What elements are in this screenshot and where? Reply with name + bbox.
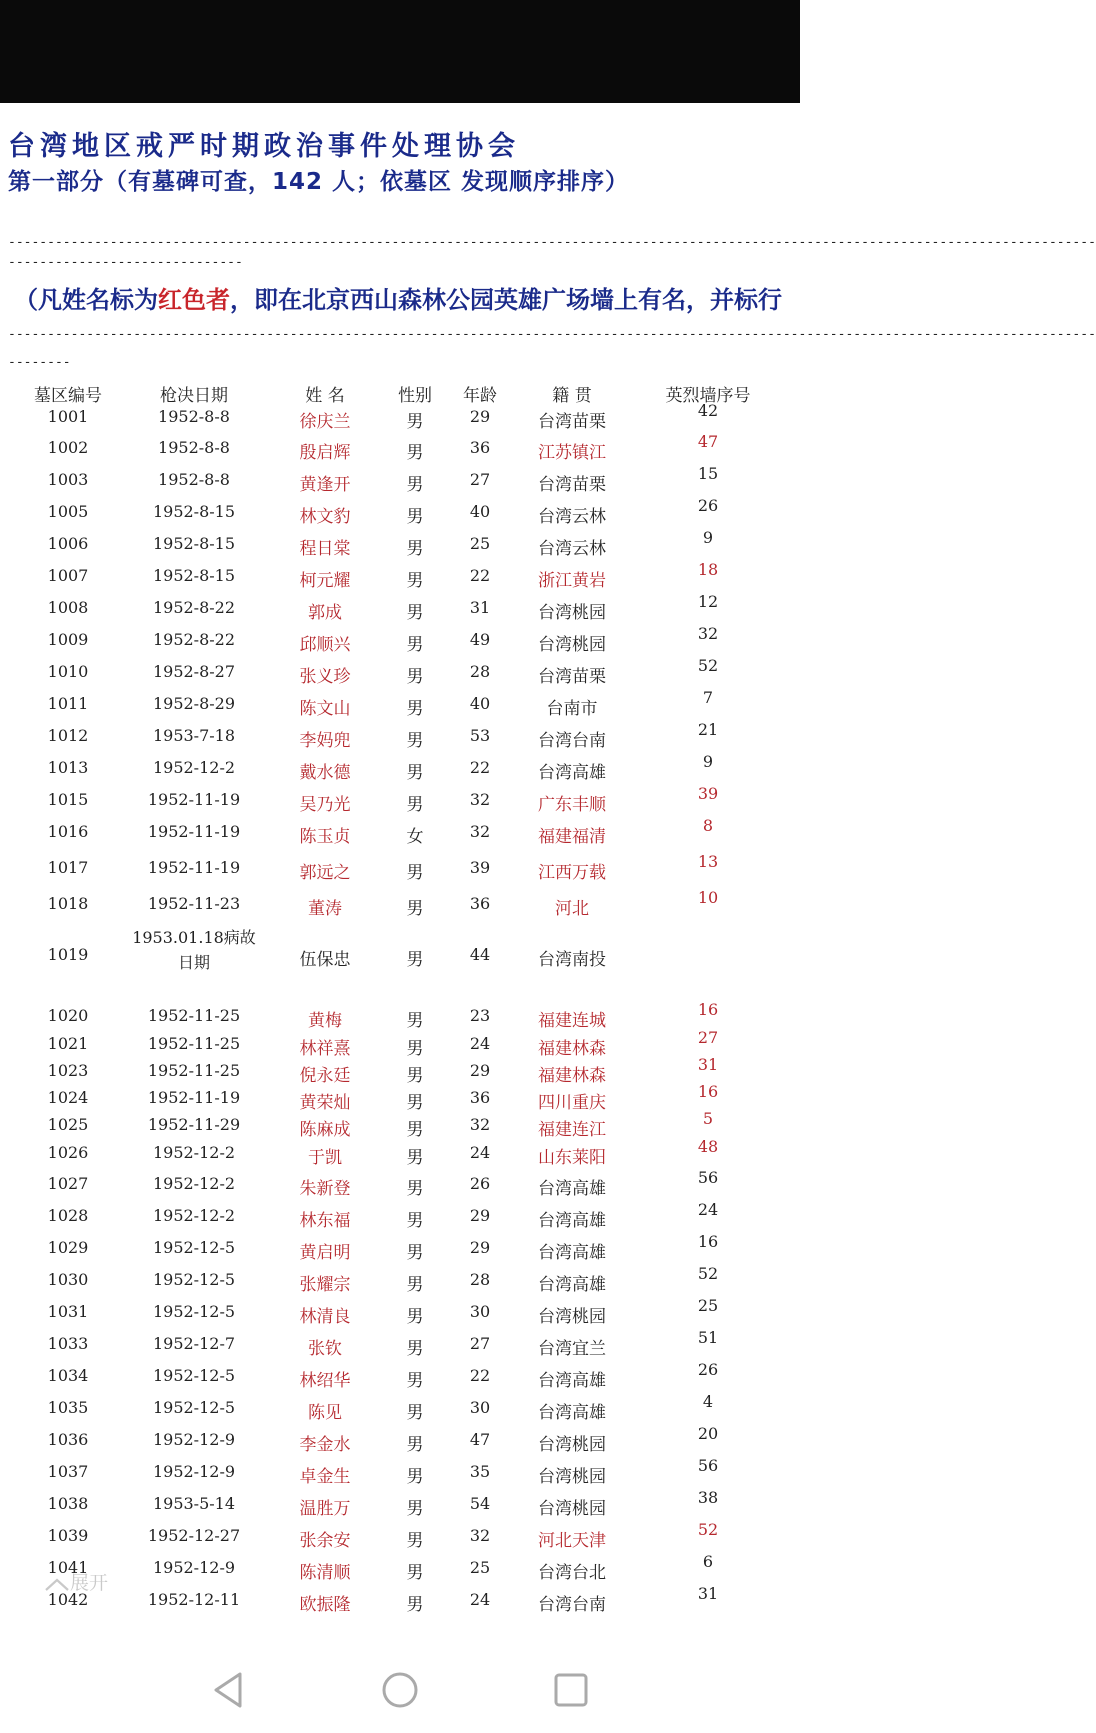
row-hometown: 台湾桃园: [538, 1307, 606, 1327]
row-name: 黄逢开: [299, 475, 351, 495]
row-date: 1952-11-19: [147, 790, 241, 809]
row-age: 29: [469, 1061, 491, 1080]
row-hometown: 福建林森: [538, 1039, 606, 1059]
row-date: 1952-12-2: [152, 1206, 236, 1225]
row-hometown: 江苏镇江: [538, 443, 606, 463]
row-age: 30: [469, 1302, 491, 1321]
row-wall-number: 52: [697, 656, 719, 675]
row-sex: 男: [406, 1093, 424, 1113]
row-hometown: 台湾台南: [538, 731, 606, 751]
row-wall-number: 15: [697, 464, 719, 483]
row-id: 1010: [47, 662, 89, 681]
notice-text: [14, 280, 782, 315]
row-date: 1953.01.18病故日期: [132, 928, 256, 972]
row-name: 朱新登: [299, 1179, 351, 1199]
row-hometown: 台湾高雄: [538, 763, 606, 783]
header-wall: 英烈墙序号: [665, 386, 751, 406]
row-wall-number: 32: [697, 624, 719, 643]
row-wall-number: 21: [697, 720, 719, 739]
row-id: 1038: [47, 1494, 89, 1513]
divider-line: ------------------------------: [8, 255, 243, 270]
row-hometown: 台湾桃园: [538, 1435, 606, 1455]
row-name: 陈清顺: [299, 1563, 351, 1583]
row-hometown: 福建连城: [538, 1011, 606, 1031]
row-name: 陈文山: [299, 699, 351, 719]
row-age: 24: [469, 1590, 491, 1609]
row-date: 1952-8-8: [158, 470, 230, 489]
row-id: 1011: [47, 694, 89, 713]
row-wall-number: 31: [697, 1055, 719, 1074]
row-hometown: 台湾高雄: [538, 1403, 606, 1423]
row-name: 林文豹: [299, 507, 351, 527]
row-name: 黄荣灿: [299, 1093, 351, 1113]
row-name: 张余安: [299, 1531, 351, 1551]
row-age: 22: [469, 566, 491, 585]
row-name: 程日棠: [299, 539, 351, 559]
row-id: 1031: [47, 1302, 89, 1321]
row-id: 1033: [47, 1334, 89, 1353]
row-id: 1016: [47, 822, 89, 841]
row-date: 1952-12-2: [152, 758, 236, 777]
row-wall-number: 24: [697, 1200, 719, 1219]
row-wall-number: 16: [697, 1000, 719, 1019]
home-circle-icon[interactable]: [380, 1670, 420, 1710]
row-date: 1952-12-9: [152, 1558, 236, 1577]
row-name: 邱顺兴: [299, 635, 351, 655]
row-age: 54: [469, 1494, 491, 1513]
row-age: 29: [469, 1238, 491, 1257]
row-name: 徐庆兰: [299, 412, 351, 432]
row-hometown: 台湾台南: [538, 1595, 606, 1615]
divider-line: --------: [8, 355, 71, 370]
row-age: 32: [469, 790, 491, 809]
row-name: 郭远之: [299, 863, 351, 883]
row-id: 1028: [47, 1206, 89, 1225]
row-wall-number: 51: [697, 1328, 719, 1347]
row-age: 27: [469, 1334, 491, 1353]
row-age: 36: [469, 1088, 491, 1107]
header-date: 枪决日期: [160, 386, 228, 406]
row-age: 29: [469, 407, 491, 426]
row-id: 1001: [47, 407, 89, 426]
row-age: 36: [469, 438, 491, 457]
row-wall-number: 20: [697, 1424, 719, 1443]
row-id: 1024: [47, 1088, 89, 1107]
row-hometown: 广东丰顺: [538, 795, 606, 815]
row-age: 28: [469, 1270, 491, 1289]
row-name: 陈见: [308, 1403, 342, 1423]
row-name: 黄启明: [299, 1243, 351, 1263]
row-id: 1034: [47, 1366, 89, 1385]
row-id: 1006: [47, 534, 89, 553]
row-wall-number: 6: [702, 1552, 714, 1571]
row-wall-number: 10: [697, 888, 719, 907]
row-sex: 女: [406, 827, 424, 847]
row-date: 1952-8-22: [152, 630, 236, 649]
row-hometown: 台湾高雄: [538, 1371, 606, 1391]
row-name: 伍保忠: [299, 950, 351, 970]
row-wall-number: 31: [697, 1584, 719, 1603]
notice-prefix: （凡姓名标为: [14, 286, 158, 314]
row-hometown: 台湾南投: [538, 950, 606, 970]
row-wall-number: 18: [697, 560, 719, 579]
row-age: 44: [469, 945, 491, 964]
row-age: 29: [469, 1206, 491, 1225]
row-hometown: 山东莱阳: [538, 1148, 606, 1168]
row-sex: 男: [406, 507, 424, 527]
row-id: 1039: [47, 1526, 89, 1545]
status-bar: [0, 0, 800, 103]
row-name: 张钦: [308, 1339, 342, 1359]
row-name: 林清良: [299, 1307, 351, 1327]
row-hometown: 浙江黄岩: [538, 571, 606, 591]
row-hometown: 台湾高雄: [538, 1243, 606, 1263]
row-date: 1952-11-25: [147, 1006, 241, 1025]
row-date: 1952-11-19: [147, 1088, 241, 1107]
row-sex: 男: [406, 1179, 424, 1199]
row-hometown: 台湾宜兰: [538, 1339, 606, 1359]
row-wall-number: 52: [697, 1264, 719, 1283]
row-date: 1952-8-15: [152, 566, 236, 585]
row-sex: 男: [406, 1595, 424, 1615]
row-sex: 男: [406, 1211, 424, 1231]
navigation-bar: [0, 1648, 800, 1733]
row-sex: 男: [406, 899, 424, 919]
row-id: 1020: [47, 1006, 89, 1025]
row-sex: 男: [406, 1531, 424, 1551]
row-sex: 男: [406, 950, 424, 970]
row-id: 1025: [47, 1115, 89, 1134]
row-date: 1953-7-18: [152, 726, 236, 745]
row-name: 李金水: [299, 1435, 351, 1455]
row-wall-number: 16: [697, 1082, 719, 1101]
row-id: 1041: [47, 1558, 89, 1577]
row-age: 32: [469, 1526, 491, 1545]
row-age: 40: [469, 694, 491, 713]
row-date: 1952-8-15: [152, 534, 236, 553]
row-hometown: 台湾云林: [538, 507, 606, 527]
row-date: 1952-12-5: [152, 1366, 236, 1385]
row-wall-number: 4: [702, 1392, 714, 1411]
row-age: 32: [469, 822, 491, 841]
header-name: 姓 名: [305, 386, 345, 406]
row-hometown: 台湾高雄: [538, 1179, 606, 1199]
row-id: 1015: [47, 790, 89, 809]
row-wall-number: 9: [702, 752, 714, 771]
row-hometown: 台湾桃园: [538, 1499, 606, 1519]
row-id: 1042: [47, 1590, 89, 1609]
row-date: 1952-11-19: [147, 858, 241, 877]
row-name: 林东福: [299, 1211, 351, 1231]
row-age: 53: [469, 726, 491, 745]
row-date: 1952-8-8: [158, 407, 230, 426]
row-age: 26: [469, 1174, 491, 1193]
row-wall-number: 48: [697, 1137, 719, 1156]
row-name: 倪永廷: [299, 1066, 351, 1086]
header-sex: 性别: [398, 386, 432, 406]
row-hometown: 台湾台北: [538, 1563, 606, 1583]
row-date: 1952-12-5: [152, 1398, 236, 1417]
row-name: 吴乃光: [299, 795, 351, 815]
row-wall-number: 27: [697, 1028, 719, 1047]
row-sex: 男: [406, 795, 424, 815]
row-sex: 男: [406, 1120, 424, 1140]
row-wall-number: 56: [697, 1456, 719, 1475]
row-date: 1952-12-11: [147, 1590, 241, 1609]
expand-button[interactable]: [44, 1568, 108, 1595]
row-sex: 男: [406, 667, 424, 687]
row-hometown: 福建连江: [538, 1120, 606, 1140]
back-triangle-icon[interactable]: [210, 1670, 246, 1710]
notice-highlight: 红色者: [158, 286, 230, 314]
row-name: 殷启辉: [299, 443, 351, 463]
row-sex: 男: [406, 731, 424, 751]
row-id: 1003: [47, 470, 89, 489]
row-id: 1023: [47, 1061, 89, 1080]
row-name: 温胜万: [299, 1499, 351, 1519]
row-date: 1952-11-29: [147, 1115, 241, 1134]
row-age: 35: [469, 1462, 491, 1481]
row-date: 1952-12-5: [152, 1238, 236, 1257]
row-id: 1027: [47, 1174, 89, 1193]
row-hometown: 江西万载: [538, 863, 606, 883]
row-date: 1952-12-2: [152, 1174, 236, 1193]
row-age: 49: [469, 630, 491, 649]
row-sex: 男: [406, 1403, 424, 1423]
row-name: 李妈兜: [299, 731, 351, 751]
row-age: 24: [469, 1034, 491, 1053]
row-id: 1037: [47, 1462, 89, 1481]
row-name: 卓金生: [299, 1467, 351, 1487]
row-id: 1036: [47, 1430, 89, 1449]
row-sex: 男: [406, 763, 424, 783]
row-hometown: 河北天津: [538, 1531, 606, 1551]
row-name: 欧振隆: [299, 1595, 351, 1615]
page-title: 台湾地区戒严时期政治事件处理协会: [8, 131, 520, 162]
notice-suffix: ，即在北京西山森林公园英雄广场墙上有名，并标行: [230, 286, 782, 314]
row-name: 于凯: [308, 1148, 342, 1168]
row-sex: 男: [406, 635, 424, 655]
row-sex: 男: [406, 1243, 424, 1263]
row-name: 林祥熹: [299, 1039, 351, 1059]
row-wall-number: 56: [697, 1168, 719, 1187]
row-date: 1952-8-27: [152, 662, 236, 681]
row-age: 39: [469, 858, 491, 877]
row-age: 25: [469, 1558, 491, 1577]
row-age: 30: [469, 1398, 491, 1417]
expand-label: 展开: [70, 1572, 109, 1594]
row-age: 22: [469, 758, 491, 777]
row-sex: 男: [406, 1275, 424, 1295]
row-date: 1952-8-15: [152, 502, 236, 521]
row-wall-number: 12: [697, 592, 719, 611]
row-date: 1952-12-5: [152, 1270, 236, 1289]
row-wall-number: 42: [697, 401, 719, 420]
row-name: 陈麻成: [299, 1120, 351, 1140]
row-id: 1018: [47, 894, 89, 913]
row-wall-number: 7: [702, 688, 714, 707]
row-id: 1030: [47, 1270, 89, 1289]
row-name: 张耀宗: [299, 1275, 351, 1295]
row-name: 郭成: [308, 603, 342, 623]
row-id: 1017: [47, 858, 89, 877]
row-id: 1029: [47, 1238, 89, 1257]
page-subtitle: 第一部分（有墓碑可查，142 人；依墓区 发现顺序排序）: [8, 169, 630, 195]
row-sex: 男: [406, 603, 424, 623]
row-name: 柯元耀: [299, 571, 351, 591]
row-name: 黄梅: [308, 1011, 342, 1031]
row-id: 1035: [47, 1398, 89, 1417]
row-date: 1952-11-19: [147, 822, 241, 841]
divider-line: -------------------------------------------------------------------------------------------------------------------------------------------: [8, 327, 1096, 342]
row-sex: 男: [406, 1307, 424, 1327]
row-hometown: 台湾桃园: [538, 603, 606, 623]
row-hometown: 河北: [555, 899, 589, 919]
row-wall-number: 5: [702, 1109, 714, 1128]
row-id: 1026: [47, 1143, 89, 1162]
row-date: 1952-12-5: [152, 1302, 236, 1321]
header-age: 年龄: [463, 386, 497, 406]
row-age: 32: [469, 1115, 491, 1134]
row-hometown: 台湾高雄: [538, 1211, 606, 1231]
row-sex: 男: [406, 1467, 424, 1487]
row-date: 1952-12-7: [152, 1334, 236, 1353]
row-wall-number: 26: [697, 1360, 719, 1379]
row-wall-number: 13: [697, 852, 719, 871]
row-id: 1012: [47, 726, 89, 745]
row-hometown: 台湾苗栗: [538, 412, 606, 432]
row-wall-number: 39: [697, 784, 719, 803]
chevron-up-icon: [44, 1576, 70, 1592]
row-age: 22: [469, 1366, 491, 1385]
row-wall-number: 25: [697, 1296, 719, 1315]
row-id: 1008: [47, 598, 89, 617]
row-name: 林绍华: [299, 1371, 351, 1391]
row-hometown: 台湾苗栗: [538, 667, 606, 687]
row-wall-number: 26: [697, 496, 719, 515]
row-sex: 男: [406, 1039, 424, 1059]
row-age: 24: [469, 1143, 491, 1162]
row-date: 1952-11-23: [147, 894, 241, 913]
row-hometown: 福建福清: [538, 827, 606, 847]
row-sex: 男: [406, 1011, 424, 1031]
divider-line: -------------------------------------------------------------------------------------------------------------------------------------------: [8, 235, 1096, 250]
row-date: 1952-11-25: [147, 1034, 241, 1053]
row-age: 36: [469, 894, 491, 913]
row-id: 1002: [47, 438, 89, 457]
row-age: 25: [469, 534, 491, 553]
row-hometown: 四川重庆: [538, 1093, 606, 1113]
row-date: 1952-8-8: [158, 438, 230, 457]
row-age: 28: [469, 662, 491, 681]
row-sex: 男: [406, 571, 424, 591]
row-date: 1952-12-9: [152, 1430, 236, 1449]
row-wall-number: 47: [697, 432, 719, 451]
row-sex: 男: [406, 1499, 424, 1519]
row-name: 陈玉贞: [299, 827, 351, 847]
row-wall-number: 38: [697, 1488, 719, 1507]
row-id: 1013: [47, 758, 89, 777]
row-hometown: 台南市: [546, 699, 598, 719]
row-id: 1007: [47, 566, 89, 585]
row-wall-number: 9: [702, 528, 714, 547]
row-sex: 男: [406, 539, 424, 559]
row-wall-number: 52: [697, 1520, 719, 1539]
row-hometown: 台湾苗栗: [538, 475, 606, 495]
row-name: 戴水德: [299, 763, 351, 783]
row-age: 31: [469, 598, 491, 617]
row-date: 1952-12-9: [152, 1462, 236, 1481]
row-id: 1005: [47, 502, 89, 521]
row-age: 23: [469, 1006, 491, 1025]
header-id: 墓区编号: [34, 386, 102, 406]
row-id: 1009: [47, 630, 89, 649]
row-hometown: 台湾桃园: [538, 1467, 606, 1487]
row-sex: 男: [406, 863, 424, 883]
row-age: 40: [469, 502, 491, 521]
row-sex: 男: [406, 412, 424, 432]
row-age: 47: [469, 1430, 491, 1449]
row-name: 张义珍: [299, 667, 351, 687]
row-date: 1953-5-14: [152, 1494, 236, 1513]
row-date: 1952-12-27: [147, 1526, 241, 1545]
row-hometown: 福建林森: [538, 1066, 606, 1086]
row-sex: 男: [406, 1371, 424, 1391]
row-wall-number: 16: [697, 1232, 719, 1251]
header-hometown: 籍 贯: [552, 386, 592, 406]
row-sex: 男: [406, 1148, 424, 1168]
row-date: 1952-12-2: [152, 1143, 236, 1162]
recents-square-icon[interactable]: [552, 1670, 590, 1710]
row-wall-number: 8: [702, 816, 714, 835]
row-sex: 男: [406, 1066, 424, 1086]
row-id: 1019: [47, 945, 89, 964]
row-date: 1952-11-25: [147, 1061, 241, 1080]
row-sex: 男: [406, 443, 424, 463]
row-sex: 男: [406, 1563, 424, 1583]
row-sex: 男: [406, 1339, 424, 1359]
row-sex: 男: [406, 699, 424, 719]
row-id: 1021: [47, 1034, 89, 1053]
row-age: 27: [469, 470, 491, 489]
row-hometown: 台湾云林: [538, 539, 606, 559]
row-date: 1952-8-29: [152, 694, 236, 713]
row-sex: 男: [406, 475, 424, 495]
row-name: 董涛: [308, 899, 342, 919]
row-hometown: 台湾高雄: [538, 1275, 606, 1295]
row-hometown: 台湾桃园: [538, 635, 606, 655]
row-date: 1952-8-22: [152, 598, 236, 617]
row-sex: 男: [406, 1435, 424, 1455]
